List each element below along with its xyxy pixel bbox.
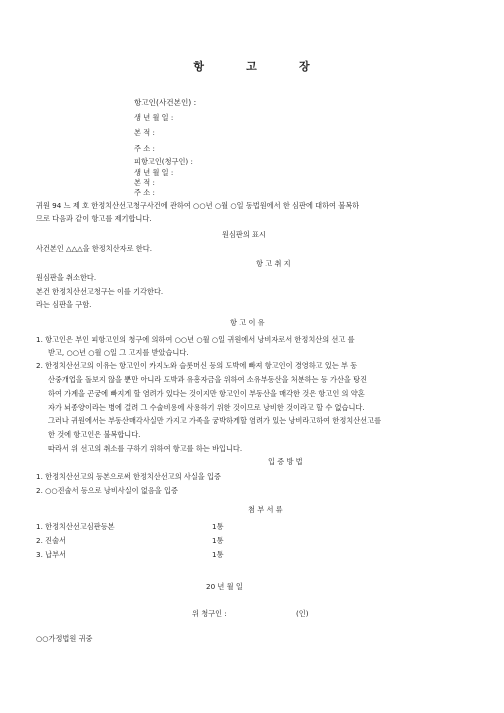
appellant-address-label: 주 소 : (134, 144, 155, 153)
title-char-3: 장 (299, 60, 311, 73)
attachment-name-2: 2. 진술서 (36, 536, 66, 545)
reason-2-line-5: 그러나 귀원에서는 부동산매각사실만 가지고 가족을 궁박하게할 염려가 있는 낭비라고하여 한정치산선고를 (48, 416, 382, 425)
respondent-birth-label: 생 년 월 일 : (134, 168, 174, 177)
attachment-name-1: 1. 한정치산선고심판등본 (36, 522, 115, 531)
title-char-2: 고 (246, 60, 258, 73)
attachment-count-3: 1통 (212, 550, 224, 559)
attachment-count-2: 1통 (212, 536, 224, 545)
title-char-1: 항 (193, 60, 205, 73)
appellant-birth-label: 생 년 월 일 : (134, 113, 174, 122)
reason-2-line-2: 산중개업을 돌보지 않을 뿐만 아니라 도박과 유흥자금을 위하여 소유부동산을 처분하는 등 가산을 탕진 (48, 375, 368, 384)
respondent-domicile-label: 본 적 : (134, 178, 155, 187)
reason-1-line-2: 받고, ○○년 ○월 ○일 그 고지를 받았습니다. (48, 348, 189, 357)
court-addressee: ○○가정법원 귀중 (36, 634, 93, 643)
intro-line-2: 므로 다음과 같이 항고를 제기합니다. (36, 214, 152, 223)
attachment-count-1: 1통 (212, 522, 224, 531)
evidence-item-1: 1. 한정치산선고의 등본으로써 한정치산선고의 사실을 입증 (36, 472, 221, 481)
respondent-address-label: 주 소 : (134, 188, 155, 197)
reasons-closing: 따라서 위 선고의 취소를 구하기 위하여 항고를 하는 바입니다. (48, 444, 243, 453)
claimant-label: 위 청구인 : (192, 609, 227, 618)
intro-line-1: 귀원 94 느 제 호 한정치산선고청구사건에 관하여 ○○년 ○월 ○일 동법원에서 한 심판에 대하여 불복하 (36, 201, 360, 210)
document-title (0, 58, 504, 74)
original-ruling-text: 사건본인 △△△을 한정치산자로 한다. (36, 244, 152, 253)
appellant-domicile-label: 본 적 : (134, 128, 155, 137)
appeal-purpose-line-3: 라는 심판을 구함. (36, 300, 92, 309)
appeal-purpose-line-1: 원심판을 취소한다. (36, 273, 97, 282)
attachments-heading: 첨 부 서 류 (248, 505, 283, 514)
respondent-heading: 피항고인(청구인) : (134, 157, 193, 166)
reason-2-line-6: 한 것에 항고인은 불복합니다. (48, 430, 141, 439)
signature-date: 20 년 월 일 (206, 582, 243, 591)
evidence-heading: 입 증 방 법 (268, 457, 303, 466)
reason-2-line-4: 자가 뇌종양이라는 병에 걸려 그 수술비용에 사용하기 위한 것이므로 낭비한 것이라고 할 수 없습니다. (48, 403, 365, 412)
attachment-name-3: 3. 납부서 (36, 550, 66, 559)
reason-1-line-1: 1. 항고인은 부인 피항고인의 청구에 의하여 ○○년 ○월 ○일 귀원에서 낭비자로서 한정치산의 선고 를 (36, 335, 355, 344)
reason-2-line-1: 2. 한정치산선고의 이유는 항고인이 카지노와 슬롯머신 등의 도박에 빠져 항고인이 경영하고 있는 부 동 (36, 361, 358, 370)
reason-2-line-3: 하여 가계을 곤궁에 빠지게 할 염려가 있다는 것이지만 항고인이 부동산을 매각한 것은 항고인 의 약혼 (48, 389, 365, 398)
appeal-purpose-heading: 항 고 취 지 (256, 259, 291, 268)
original-ruling-heading: 원심판의 표시 (222, 230, 266, 239)
seal-mark: (인) (296, 609, 309, 618)
appeal-reasons-heading: 항 고 이 유 (230, 318, 265, 327)
appellant-heading: 항고인(사건본인) : (134, 98, 197, 107)
appeal-purpose-line-2: 본건 한정치산선고청구는 이를 기각한다. (36, 287, 164, 296)
evidence-item-2: 2. ○○진술서 등으로 낭비사실이 없음을 입증 (36, 486, 178, 495)
